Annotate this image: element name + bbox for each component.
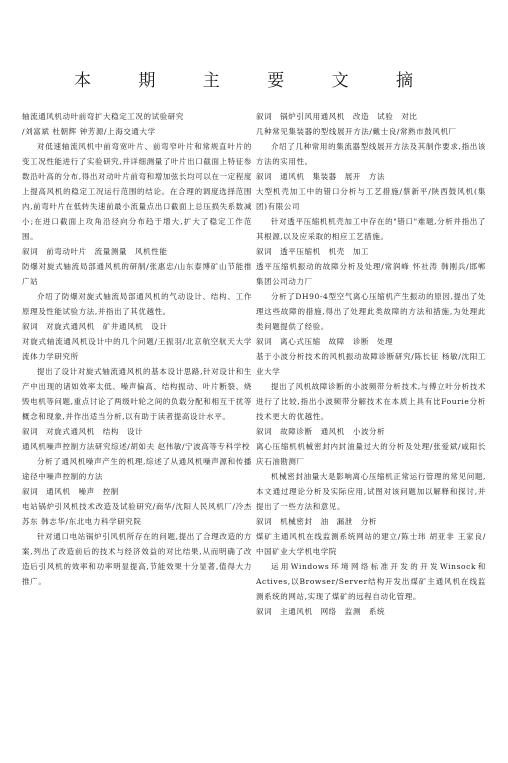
- entry-abstract: 介绍了防爆对旋式轴流局部通风机的气动设计、结构、工作原理及性能试验方法,并指出了其优越性。: [22, 292, 252, 316]
- abstract-entry: [256, 109, 486, 124]
- entry-title: 通风机噪声控制方法研究综述/胡如夫 赵伟敏/宁波高等专科学校: [22, 442, 250, 451]
- entry-title: 几种常见集装器的型线展开方法/戴士良/常熟市鼓风机厂: [256, 127, 457, 136]
- entry-title: 电站锅炉引风机技术改造及试验研究/商华/沈阳人民风机厂/冷杰 苏东 韩志华/东北电力科学研究院: [22, 502, 252, 526]
- entry-keywords: 叙词 对旋式通风机 矿井通风机 设计: [22, 322, 168, 331]
- entry-keywords: 叙词 机械密封 油 漏泄 分析: [256, 517, 378, 526]
- entry-keywords: 叙词 通风机 噪声 控制: [22, 487, 119, 496]
- abstract-entry: [256, 259, 486, 349]
- entry-title: 防爆对旋式轴流局部通风机的研制/张惠忠/山东泰博矿山节能推广站: [22, 262, 252, 286]
- entry-abstract: 提出了设计对旋式轴流通风机的基本设计思路,针对设计和生产中出现的诸如效率太低、噪声偏高、结构振动、叶片断裂、烧毁电机等问题,重点讨论了两级叶轮之间的负载分配和相互干扰等概念和现象,并作出适当分析,以有助于读者提高设计水平。: [22, 367, 252, 421]
- entry-title: 大型机壳加工中的错口分析与工艺措施/蔡新平/陕西鼓风机(集团)有限公司: [256, 187, 486, 211]
- abstract-entry: [22, 109, 252, 259]
- entry-keywords: 叙词 故障诊断 通风机 小波分析: [256, 427, 386, 436]
- entry-keywords: 叙词 透平压缩机 机壳 加工: [256, 247, 370, 256]
- entry-title: 透平压缩机振动的故障分析及处理/常润峰 怀社涛 韩刚兵/邯郸集团公司动力厂: [256, 262, 486, 286]
- abstract-columns: [22, 109, 486, 619]
- entry-title: 基于小波分析技术的风机振动故障诊断研究/陈长征 杨敏/沈阳工业大学: [256, 352, 486, 376]
- entry-abstract: 机械密封油量大是影响离心压缩机正常运行管理的常见问题,本文通过理论分析及实际应用,试图对该问题加以解释和探讨,并提出了一些方法和意见。: [256, 472, 486, 511]
- entry-abstract: 分析了DH90-4型空气离心压缩机产生振动的原因,提出了处理这些故障的措施,得出了处理此类故障的方法和措施,为处理此类问题提供了经验。: [256, 292, 486, 331]
- entry-abstract: 提出了风机故障诊断的小波频带分析技术,与傅立叶分析技术进行了比较,指出小波频带分解技术在本质上具有比Fourie分析技术更大的优越性。: [256, 382, 486, 421]
- entry-keywords: 叙词 前弯动叶片 流量测量 风机性能: [22, 247, 168, 256]
- entry-abstract: 分析了通风机噪声产生的机理,综述了从通风机噪声源和传播途径中噪声控制的方法: [22, 457, 252, 481]
- abstract-entry: [22, 439, 252, 499]
- entry-keywords: 叙词 离心式压缩 故障 诊断 处理: [256, 337, 394, 346]
- entry-title: 煤矿主通风机在线监测系统网站的建立/陈士玮 胡亚非 王家良/中国矿业大学机电学院: [256, 532, 486, 556]
- abstract-entry: [256, 529, 486, 619]
- entry-abstract: 针对通口电站锅炉引风机所存在的问题,提出了合理改造的方案,列出了改造前后的技术与经济效益的对比结果,从而明确了改造后引风机的效率和功率明显提高,节能效果十分显著,值得大力推广。: [22, 532, 252, 586]
- left-column: [22, 109, 252, 619]
- abstract-entry: [22, 334, 252, 439]
- entry-abstract: 运用Windows环境网络标准开发的开发Winsock和Actives,以Browser/Server结构开发出煤矿主通风机在线监测系统的网站,实现了煤矿的远程自动化管理。: [256, 562, 486, 601]
- entry-author: /刘富斌 杜朝辉 钟芳源/上海交通大学: [22, 127, 156, 136]
- entry-abstract: 对低速轴流风机中前弯宽叶片、前弯窄叶片和常规直叶片的变工况性能进行了实验研究,并详细测量了叶片出口截面上特征参数沿叶高的分布,得出对动叶片前弯和增加弦长均可以在一定程度上提高风机的稳定工况运行范围的结论。在合理的调度选择范围内,前弯叶片在低转失速前最小流量点出口截面上总压损失系数减小;在进口截面上攻角沿径向分布趋于增大,扩大了稳定工作范围。: [22, 142, 252, 241]
- abstract-entry: [22, 499, 252, 589]
- entry-keywords: 叙词 对旋式通风机 结构 设计: [22, 427, 144, 436]
- abstract-entry: [256, 124, 486, 184]
- abstract-entry: [256, 184, 486, 259]
- entry-title: 对旋式轴流通风机设计中的几个问题/王振羽/北京航空航天大学流体力学研究所: [22, 337, 252, 361]
- page-title: 本 期 主 要 文 摘: [73, 71, 435, 91]
- abstract-entry: [256, 349, 486, 439]
- abstract-entry: [256, 439, 486, 529]
- abstract-entry: [22, 259, 252, 334]
- entry-keywords: 叙词 主通风机 网络 监测 系统: [256, 607, 386, 616]
- entry-title: 离心压缩机机械密封内封油量过大的分析及处理/张爱斌/咸阳长庆石油勘测厂: [256, 442, 486, 466]
- right-column: [256, 109, 486, 619]
- entry-title: 轴流通风机动叶前弯扩大稳定工况的试验研究: [22, 112, 184, 121]
- entry-abstract: 介绍了几种常用的集流器型线展开方法及其制作要求,指出该方法的实用性。: [256, 142, 486, 166]
- entry-keywords: 叙词 通风机 集装器 展开 方法: [256, 172, 386, 181]
- entry-abstract: 针对透平压缩机机壳加工中存在的"错口"难题,分析并指出了其根源,以及应采取的相应工艺措施。: [256, 217, 486, 241]
- entry-keywords: 叙词 锅炉引风用通风机 改造 试验 对比: [256, 112, 418, 121]
